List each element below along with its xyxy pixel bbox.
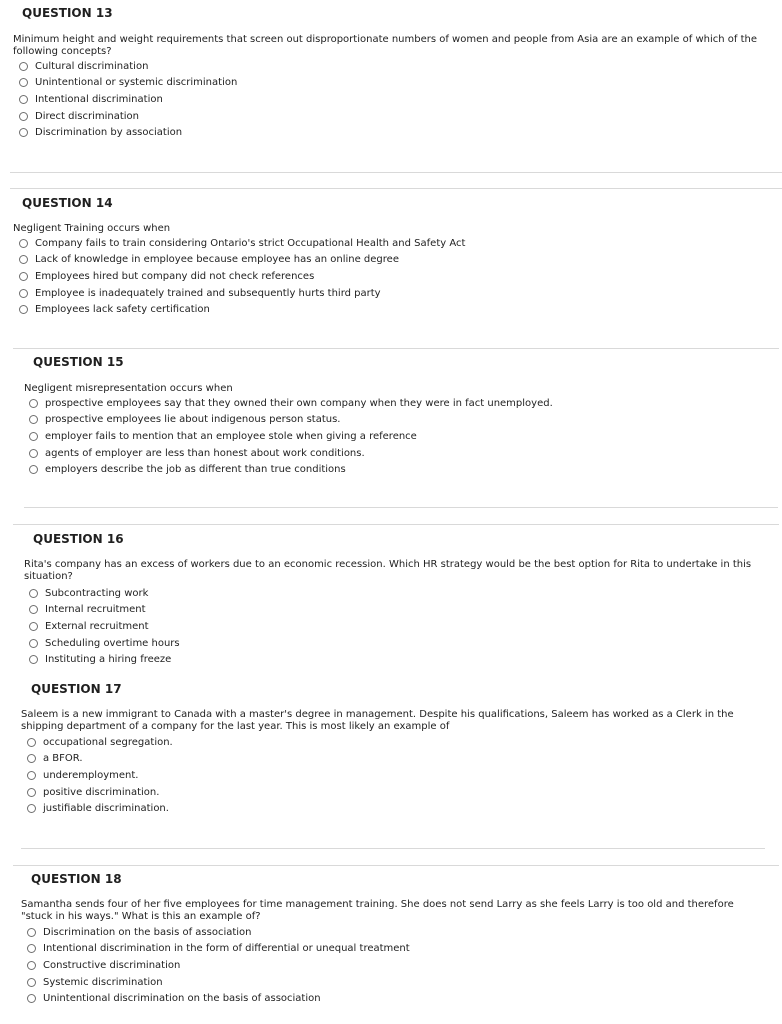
question-title: QUESTION 16 bbox=[33, 532, 124, 546]
radio-button[interactable] bbox=[29, 655, 38, 664]
radio-button[interactable] bbox=[29, 589, 38, 598]
divider bbox=[10, 172, 782, 173]
option-label: Unintentional discrimination on the basis of association bbox=[43, 993, 321, 1005]
option-label: Direct discrimination bbox=[35, 110, 139, 122]
option-label: occupational segregation. bbox=[43, 736, 173, 748]
question-text: Negligent Training occurs when bbox=[13, 223, 171, 234]
option-label: a BFOR. bbox=[43, 753, 83, 765]
radio-button[interactable] bbox=[29, 605, 38, 614]
option-label: Constructive discrimination bbox=[43, 959, 181, 971]
radio-button[interactable] bbox=[19, 128, 28, 137]
divider bbox=[13, 865, 779, 866]
option-label: Intentional discrimination bbox=[35, 93, 163, 105]
radio-button[interactable] bbox=[27, 788, 36, 797]
radio-button[interactable] bbox=[29, 415, 38, 424]
option-item[interactable] bbox=[19, 124, 237, 141]
radio-button[interactable] bbox=[29, 465, 38, 474]
divider bbox=[24, 507, 778, 508]
option-item[interactable] bbox=[19, 75, 237, 92]
question-text: Samantha sends four of her five employees for time management training. She does not send Larry as she feels Larry is too old and therefore "stuck in his ways." What is this an example of? bbox=[21, 899, 734, 922]
option-label: Subcontracting work bbox=[45, 587, 149, 599]
radio-button[interactable] bbox=[19, 112, 28, 121]
option-label: Employee is inadequately trained and subsequently hurts third party bbox=[35, 287, 381, 299]
question-title: QUESTION 17 bbox=[31, 682, 122, 696]
option-item[interactable] bbox=[19, 252, 465, 269]
option-label: Employees lack safety certification bbox=[35, 304, 210, 316]
option-label: Unintentional or systemic discrimination bbox=[35, 77, 238, 89]
radio-button[interactable] bbox=[27, 738, 36, 747]
option-item[interactable] bbox=[19, 285, 465, 302]
options-list bbox=[27, 924, 410, 1007]
option-label: External recruitment bbox=[45, 620, 149, 632]
radio-button[interactable] bbox=[19, 239, 28, 248]
option-label: Systemic discrimination bbox=[43, 976, 163, 988]
question-text: Minimum height and weight requirements that screen out disproportionate numbers of women and people from Asia are an example of which of the following concepts? bbox=[13, 34, 757, 57]
option-item[interactable] bbox=[27, 767, 173, 784]
radio-button[interactable] bbox=[29, 399, 38, 408]
divider bbox=[13, 348, 779, 349]
question-title: QUESTION 13 bbox=[22, 6, 113, 20]
option-item[interactable] bbox=[27, 734, 173, 751]
radio-button[interactable] bbox=[27, 944, 36, 953]
option-label: Internal recruitment bbox=[45, 604, 146, 616]
option-item[interactable] bbox=[19, 58, 237, 75]
divider bbox=[13, 524, 779, 525]
option-item[interactable] bbox=[29, 618, 180, 635]
radio-button[interactable] bbox=[19, 95, 28, 104]
radio-button[interactable] bbox=[27, 978, 36, 987]
options-list bbox=[19, 235, 465, 318]
option-item[interactable] bbox=[27, 941, 410, 958]
divider bbox=[21, 848, 765, 849]
option-label: underemployment. bbox=[43, 769, 139, 781]
option-label: prospective employees say that they owned their own company when they were in fact unemployed. bbox=[45, 397, 553, 409]
option-item[interactable] bbox=[19, 108, 237, 125]
options-list bbox=[19, 58, 237, 141]
options-list bbox=[29, 395, 553, 478]
option-label: prospective employees lie about indigenous person status. bbox=[45, 414, 341, 426]
question-text: Saleem is a new immigrant to Canada with a master's degree in management. Despite his qualifications, Saleem has worked as a Clerk in the shipping department of a company for the last year. This is most likely an example of bbox=[21, 709, 734, 732]
radio-button[interactable] bbox=[19, 289, 28, 298]
radio-button[interactable] bbox=[29, 432, 38, 441]
option-item[interactable] bbox=[27, 751, 173, 768]
radio-button[interactable] bbox=[27, 754, 36, 763]
option-item[interactable] bbox=[19, 91, 237, 108]
option-label: justifiable discrimination. bbox=[43, 803, 169, 815]
radio-button[interactable] bbox=[27, 771, 36, 780]
option-item[interactable] bbox=[27, 957, 410, 974]
option-label: Lack of knowledge in employee because employee has an online degree bbox=[35, 254, 399, 266]
option-item[interactable] bbox=[29, 428, 553, 445]
option-item[interactable] bbox=[29, 395, 553, 412]
option-item[interactable] bbox=[27, 784, 173, 801]
option-label: Intentional discrimination in the form of differential or unequal treatment bbox=[43, 943, 410, 955]
radio-button[interactable] bbox=[19, 305, 28, 314]
option-item[interactable] bbox=[29, 585, 180, 602]
radio-button[interactable] bbox=[19, 255, 28, 264]
radio-button[interactable] bbox=[29, 622, 38, 631]
option-label: Scheduling overtime hours bbox=[45, 637, 180, 649]
option-label: positive discrimination. bbox=[43, 786, 160, 798]
option-item[interactable] bbox=[19, 235, 465, 252]
option-item[interactable] bbox=[29, 651, 180, 668]
question-text: Negligent misrepresentation occurs when bbox=[24, 383, 233, 394]
option-item[interactable] bbox=[19, 268, 465, 285]
option-item[interactable] bbox=[29, 445, 553, 462]
option-item[interactable] bbox=[29, 461, 553, 478]
radio-button[interactable] bbox=[27, 994, 36, 1003]
option-label: Company fails to train considering Ontario's strict Occupational Health and Safety Act bbox=[35, 237, 466, 249]
option-item[interactable] bbox=[29, 635, 180, 652]
radio-button[interactable] bbox=[29, 639, 38, 648]
option-item[interactable] bbox=[27, 974, 410, 991]
option-label: Instituting a hiring freeze bbox=[45, 654, 172, 666]
option-label: Discrimination on the basis of association bbox=[43, 926, 252, 938]
option-label: employers describe the job as different than true conditions bbox=[45, 464, 346, 476]
option-item[interactable] bbox=[29, 602, 180, 619]
option-item[interactable] bbox=[27, 924, 410, 941]
radio-button[interactable] bbox=[19, 62, 28, 71]
radio-button[interactable] bbox=[29, 449, 38, 458]
question-title: QUESTION 15 bbox=[33, 355, 124, 369]
options-list bbox=[27, 734, 173, 817]
option-label: agents of employer are less than honest about work conditions. bbox=[45, 447, 365, 459]
radio-button[interactable] bbox=[27, 928, 36, 937]
option-item[interactable] bbox=[27, 990, 410, 1007]
option-label: Cultural discrimination bbox=[35, 60, 149, 72]
option-item[interactable] bbox=[29, 412, 553, 429]
option-item[interactable] bbox=[27, 800, 173, 817]
radio-button[interactable] bbox=[19, 272, 28, 281]
radio-button[interactable] bbox=[19, 78, 28, 87]
question-title: QUESTION 18 bbox=[31, 872, 122, 886]
options-list bbox=[29, 585, 180, 668]
option-label: employer fails to mention that an employee stole when giving a reference bbox=[45, 430, 417, 442]
option-label: Employees hired but company did not check references bbox=[35, 270, 315, 282]
question-title: QUESTION 14 bbox=[22, 196, 113, 210]
divider bbox=[10, 188, 782, 189]
option-item[interactable] bbox=[19, 301, 465, 318]
radio-button[interactable] bbox=[27, 961, 36, 970]
option-label: Discrimination by association bbox=[35, 127, 183, 139]
radio-button[interactable] bbox=[27, 804, 36, 813]
question-text: Rita's company has an excess of workers due to an economic recession. Which HR strategy would be the best option for Rita to undertake in this situation? bbox=[24, 559, 752, 582]
